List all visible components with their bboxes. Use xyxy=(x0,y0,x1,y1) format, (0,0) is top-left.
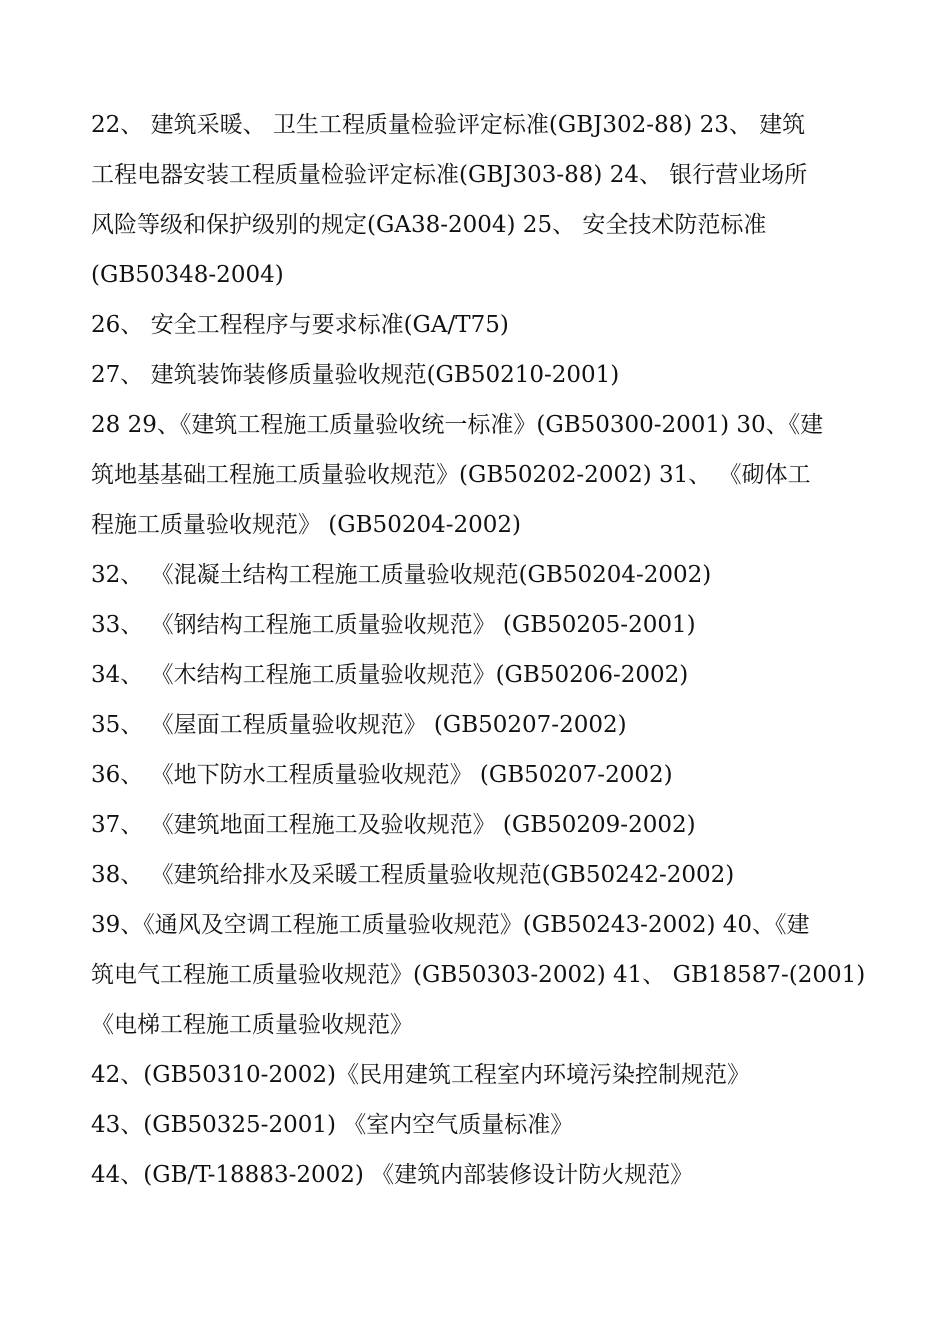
text-line-15: 37、 《建筑地面工程施工及验收规范》 (GB50209-2002) xyxy=(91,812,696,838)
text-line-1: 22、 建筑采暖、 卫生工程质量检验评定标准(GBJ302-88) 23、 建筑 xyxy=(91,112,806,138)
text-line-18: 筑电气工程施工质量验收规范》(GB50303-2002) 41、 GB18587-(2001) xyxy=(91,962,866,988)
text-line-3: 风险等级和保护级别的规定(GA38-2004) 25、 安全技术防范标准 xyxy=(91,212,767,238)
text-line-10: 32、 《混凝土结构工程施工质量验收规范(GB50204-2002) xyxy=(91,562,712,588)
text-line-5: 26、 安全工程程序与要求标准(GA/T75) xyxy=(91,312,509,338)
text-line-8: 筑地基基础工程施工质量验收规范》(GB50202-2002) 31、 《砌体工 xyxy=(91,462,811,488)
text-line-2: 工程电器安装工程质量检验评定标准(GBJ303-88) 24、 银行营业场所 xyxy=(91,162,808,188)
text-line-17: 39、《通风及空调工程施工质量验收规范》(GB50243-2002) 40、《建 xyxy=(91,912,810,938)
text-line-21: 43、(GB50325-2001) 《室内空气质量标准》 xyxy=(91,1112,574,1138)
text-line-22: 44、(GB/T-18883-2002) 《建筑内部装修设计防火规范》 xyxy=(91,1162,694,1188)
text-line-11: 33、 《钢结构工程施工质量验收规范》 (GB50205-2001) xyxy=(91,612,696,638)
text-line-4: (GB50348-2004) xyxy=(91,262,284,288)
text-line-19: 《电梯工程施工质量验收规范》 xyxy=(91,1012,413,1038)
text-line-12: 34、 《木结构工程施工质量验收规范》(GB50206-2002) xyxy=(91,662,689,688)
text-line-6: 27、 建筑装饰装修质量验收规范(GB50210-2001) xyxy=(91,362,620,388)
text-line-7: 28 29、《建筑工程施工质量验收统一标准》(GB50300-2001) 30、《建 xyxy=(91,412,824,438)
text-line-16: 38、 《建筑给排水及采暖工程质量验收规范(GB50242-2002) xyxy=(91,862,735,888)
text-line-20: 42、(GB50310-2002)《民用建筑工程室内环境污染控制规范》 xyxy=(91,1062,750,1088)
text-line-13: 35、 《屋面工程质量验收规范》 (GB50207-2002) xyxy=(91,712,627,738)
text-line-14: 36、 《地下防水工程质量验收规范》 (GB50207-2002) xyxy=(91,762,673,788)
text-line-9: 程施工质量验收规范》 (GB50204-2002) xyxy=(91,512,522,538)
standards-list xyxy=(91,100,881,1200)
